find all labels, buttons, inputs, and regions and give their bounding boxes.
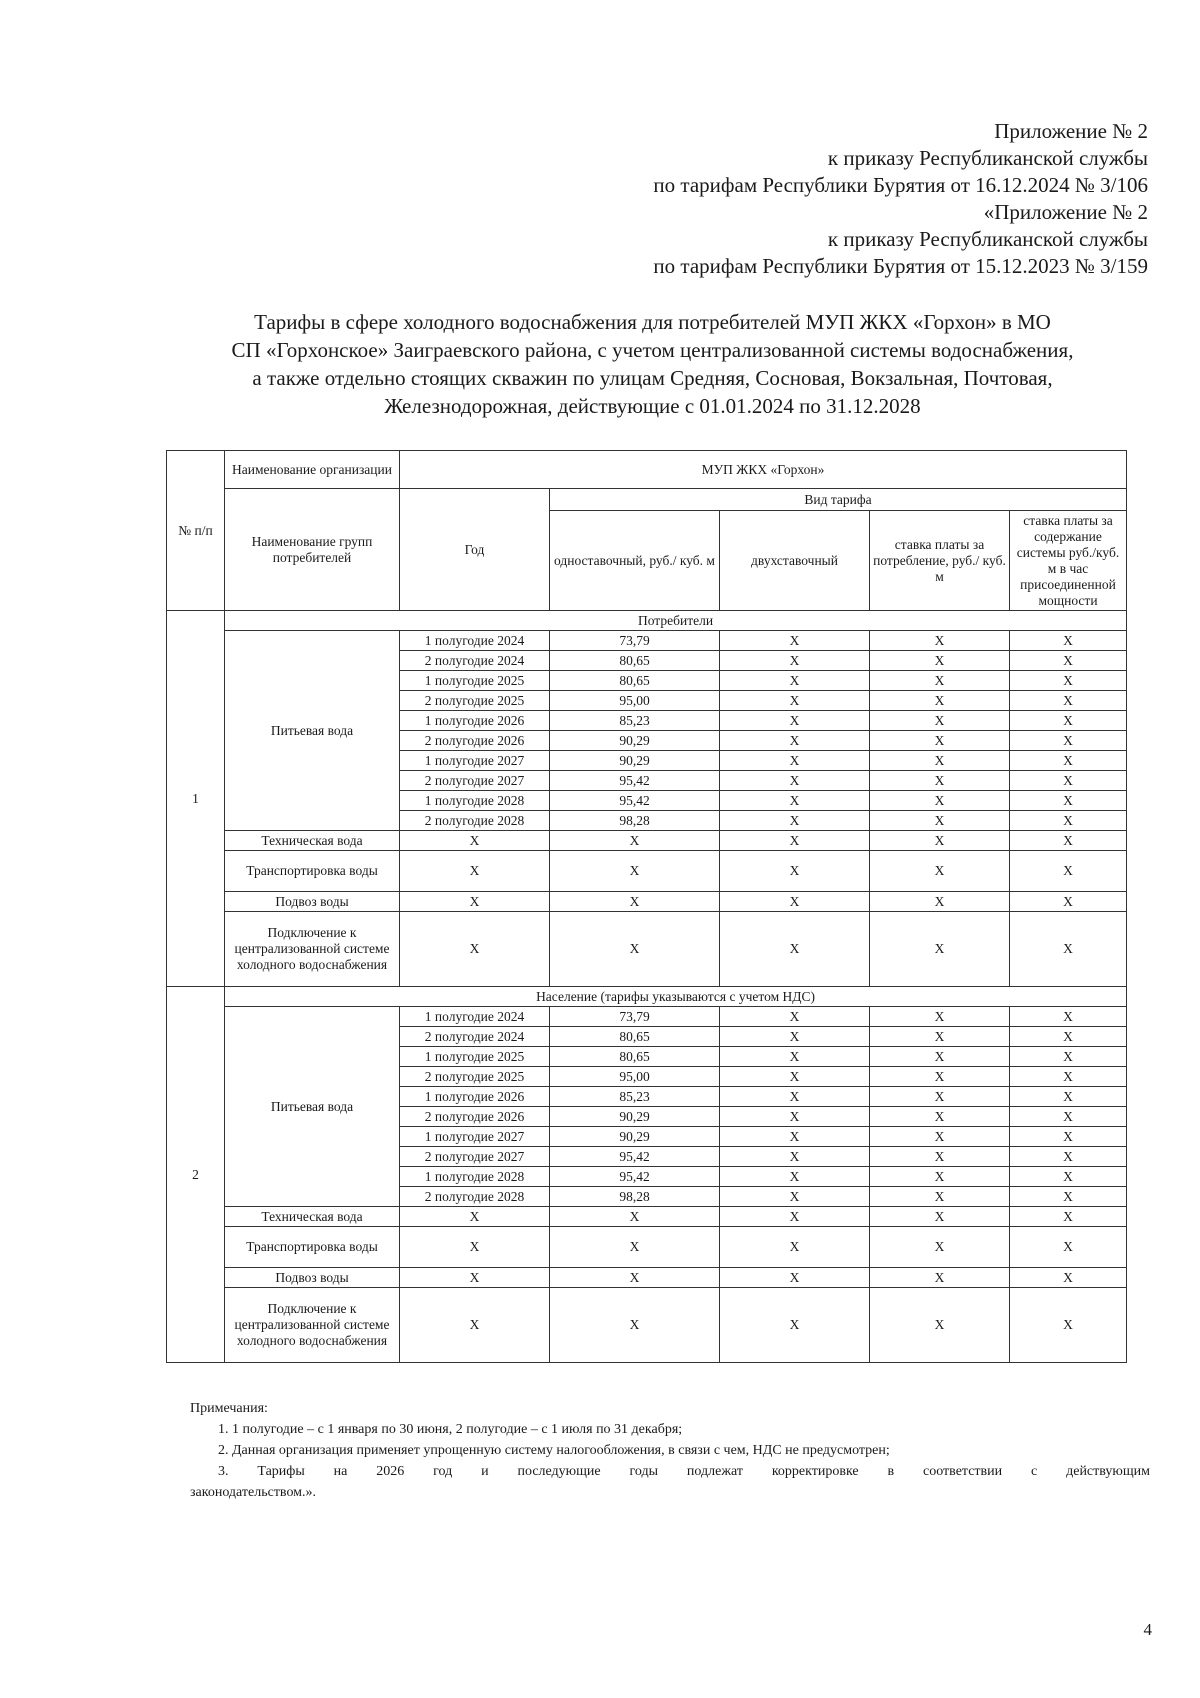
year-cell: X: [400, 831, 550, 851]
two-part-cell: X: [720, 671, 870, 691]
capacity-rate-cell: X: [1010, 1227, 1127, 1268]
period-cell: 1 полугодие 2025: [400, 1047, 550, 1067]
table-row: [167, 912, 1127, 987]
year-cell: X: [400, 1207, 550, 1227]
consumption-rate-cell: X: [870, 731, 1010, 751]
header-line: «Приложение № 2: [983, 200, 1148, 224]
capacity-rate-cell: X: [1010, 1167, 1127, 1187]
two-part-cell: X: [720, 1027, 870, 1047]
tariff-type-header: Вид тарифа: [550, 489, 1127, 511]
capacity-rate-cell: X: [1010, 791, 1127, 811]
consumption-rate-cell: X: [870, 1288, 1010, 1363]
consumption-rate-cell: X: [870, 1087, 1010, 1107]
consumption-rate-cell: X: [870, 711, 1010, 731]
consumer-group-cell: Подключение к централизованной системе холодного водоснабжения: [225, 1288, 400, 1363]
drinking-water-label: Питьевая вода: [225, 631, 400, 831]
year-cell: X: [400, 892, 550, 912]
one-part-cell: 95,00: [550, 1067, 720, 1087]
capacity-rate-cell: X: [1010, 811, 1127, 831]
year-header: Год: [400, 489, 550, 611]
consumption-rate-cell: X: [870, 651, 1010, 671]
two-part-cell: X: [720, 1207, 870, 1227]
period-cell: 2 полугодие 2025: [400, 1067, 550, 1087]
page-number: 4: [1143, 1620, 1152, 1639]
year-cell: X: [400, 1268, 550, 1288]
table-head: [167, 451, 1127, 611]
col-num-header: № п/п: [167, 451, 225, 611]
two-part-cell: X: [720, 691, 870, 711]
period-cell: 2 полугодие 2024: [400, 1027, 550, 1047]
year-cell: X: [400, 851, 550, 892]
two-part-cell: X: [720, 1187, 870, 1207]
appendix-header: [428, 118, 1148, 280]
note-item: 1. 1 полугодие – с 1 января по 30 июня, 2 полугодие – с 1 июля по 31 декабря;: [218, 1422, 683, 1437]
one-part-cell: 90,29: [550, 751, 720, 771]
consumption-rate-cell: X: [870, 1167, 1010, 1187]
two-part-cell: X: [720, 892, 870, 912]
two-part-cell: X: [720, 1107, 870, 1127]
consumer-group-cell: Транспортировка воды: [225, 1227, 400, 1268]
capacity-rate-cell: X: [1010, 671, 1127, 691]
section-title: Население (тарифы указываются с учетом НДС): [225, 987, 1127, 1007]
drinking-water-label: Питьевая вода: [225, 1007, 400, 1207]
period-cell: 1 полугодие 2028: [400, 1167, 550, 1187]
one-part-cell: X: [550, 912, 720, 987]
consumption-rate-cell: X: [870, 691, 1010, 711]
capacity-rate-cell: X: [1010, 1147, 1127, 1167]
one-part-cell: X: [550, 1207, 720, 1227]
capacity-rate-cell: X: [1010, 651, 1127, 671]
consumer-group-cell: Техническая вода: [225, 831, 400, 851]
two-part-cell: X: [720, 771, 870, 791]
two-part-header: двухставочный: [720, 511, 870, 611]
period-cell: 2 полугодие 2028: [400, 1187, 550, 1207]
header-line: по тарифам Республики Бурятия от 15.12.2023 № 3/159: [653, 254, 1148, 278]
capacity-rate-cell: X: [1010, 751, 1127, 771]
period-cell: 1 полугодие 2028: [400, 791, 550, 811]
consumption-rate-cell: X: [870, 1127, 1010, 1147]
groups-header: Наименование групп потребителей: [225, 489, 400, 611]
one-part-cell: 95,42: [550, 1147, 720, 1167]
period-cell: 2 полугодие 2025: [400, 691, 550, 711]
period-cell: 2 полугодие 2026: [400, 731, 550, 751]
two-part-cell: X: [720, 731, 870, 751]
consumer-group-cell: Подключение к централизованной системе холодного водоснабжения: [225, 912, 400, 987]
consumption-rate-cell: X: [870, 1107, 1010, 1127]
consumption-rate-cell: X: [870, 751, 1010, 771]
one-part-cell: 95,42: [550, 1167, 720, 1187]
two-part-cell: X: [720, 1047, 870, 1067]
table-row: [167, 631, 1127, 651]
consumption-rate-header: ставка платы за потребление, руб./ куб. м: [870, 511, 1010, 611]
one-part-cell: 80,65: [550, 1027, 720, 1047]
org-name-header: МУП ЖКХ «Горхон»: [400, 451, 1127, 489]
period-cell: 1 полугодие 2025: [400, 671, 550, 691]
two-part-cell: X: [720, 1007, 870, 1027]
one-part-cell: X: [550, 851, 720, 892]
consumption-rate-cell: X: [870, 831, 1010, 851]
two-part-cell: X: [720, 1087, 870, 1107]
consumption-rate-cell: X: [870, 1187, 1010, 1207]
one-part-cell: X: [550, 1288, 720, 1363]
header-line: по тарифам Республики Бурятия от 16.12.2024 № 3/106: [653, 173, 1148, 197]
consumption-rate-cell: X: [870, 892, 1010, 912]
consumption-rate-cell: X: [870, 811, 1010, 831]
table-row: [167, 851, 1127, 892]
table-row: [167, 892, 1127, 912]
one-part-cell: 90,29: [550, 1127, 720, 1147]
two-part-cell: X: [720, 1167, 870, 1187]
two-part-cell: X: [720, 711, 870, 731]
capacity-rate-cell: X: [1010, 1288, 1127, 1363]
capacity-rate-cell: X: [1010, 1047, 1127, 1067]
one-part-cell: 90,29: [550, 1107, 720, 1127]
period-cell: 1 полугодие 2024: [400, 1007, 550, 1027]
consumption-rate-cell: X: [870, 1007, 1010, 1027]
one-part-cell: 95,42: [550, 791, 720, 811]
one-part-cell: 95,42: [550, 771, 720, 791]
consumption-rate-cell: X: [870, 791, 1010, 811]
two-part-cell: X: [720, 1127, 870, 1147]
two-part-cell: X: [720, 912, 870, 987]
two-part-cell: X: [720, 1268, 870, 1288]
consumer-group-cell: Транспортировка воды: [225, 851, 400, 892]
capacity-rate-cell: X: [1010, 1268, 1127, 1288]
year-cell: X: [400, 912, 550, 987]
consumption-rate-cell: X: [870, 1067, 1010, 1087]
capacity-rate-cell: X: [1010, 912, 1127, 987]
section-number: 1: [167, 611, 225, 987]
section-title-row: [167, 611, 1127, 631]
capacity-rate-cell: X: [1010, 1207, 1127, 1227]
two-part-cell: X: [720, 791, 870, 811]
table-row: [167, 1227, 1127, 1268]
one-part-cell: X: [550, 1227, 720, 1268]
capacity-rate-cell: X: [1010, 1007, 1127, 1027]
notes: [190, 1398, 1150, 1503]
table-row: [167, 1288, 1127, 1363]
org-label-header: Наименование организации: [225, 451, 400, 489]
period-cell: 2 полугодие 2028: [400, 811, 550, 831]
period-cell: 2 полугодие 2024: [400, 651, 550, 671]
consumer-group-cell: Техническая вода: [225, 1207, 400, 1227]
one-part-cell: 95,00: [550, 691, 720, 711]
period-cell: 1 полугодие 2024: [400, 631, 550, 651]
one-part-cell: 73,79: [550, 631, 720, 651]
capacity-rate-cell: X: [1010, 1087, 1127, 1107]
table-body: [167, 611, 1127, 1363]
table-row: [167, 1268, 1127, 1288]
period-cell: 1 полугодие 2027: [400, 1127, 550, 1147]
one-part-cell: 85,23: [550, 1087, 720, 1107]
two-part-cell: X: [720, 651, 870, 671]
capacity-rate-header: ставка платы за содержание системы руб./куб. м в час присоединенной мощности: [1010, 511, 1127, 611]
one-part-cell: 73,79: [550, 1007, 720, 1027]
consumption-rate-cell: X: [870, 1147, 1010, 1167]
table-row: [167, 831, 1127, 851]
period-cell: 2 полугодие 2026: [400, 1107, 550, 1127]
document-title: [160, 308, 1145, 420]
capacity-rate-cell: X: [1010, 1107, 1127, 1127]
consumer-group-cell: Подвоз воды: [225, 1268, 400, 1288]
two-part-cell: X: [720, 751, 870, 771]
note-item: 3. Тарифы на 2026 год и последующие годы подлежат корректировке в соответствии с действующим: [218, 1464, 1150, 1479]
one-part-header: одноставочный, руб./ куб. м: [550, 511, 720, 611]
note-item-continuation: законодательством.».: [190, 1485, 317, 1500]
one-part-cell: X: [550, 892, 720, 912]
table-row: [167, 1007, 1127, 1027]
two-part-cell: X: [720, 851, 870, 892]
consumption-rate-cell: X: [870, 912, 1010, 987]
capacity-rate-cell: X: [1010, 691, 1127, 711]
one-part-cell: X: [550, 1268, 720, 1288]
header-line: к приказу Республиканской службы: [827, 146, 1148, 170]
consumption-rate-cell: X: [870, 771, 1010, 791]
two-part-cell: X: [720, 831, 870, 851]
period-cell: 1 полугодие 2027: [400, 751, 550, 771]
one-part-cell: 80,65: [550, 671, 720, 691]
consumption-rate-cell: X: [870, 1027, 1010, 1047]
one-part-cell: 80,65: [550, 651, 720, 671]
consumption-rate-cell: X: [870, 1268, 1010, 1288]
title-line: Тарифы в сфере холодного водоснабжения для потребителей МУП ЖКХ «Горхон» в МО: [254, 310, 1051, 334]
title-line: Железнодорожная, действующие с 01.01.2024 по 31.12.2028: [384, 394, 921, 418]
note-item: 2. Данная организация применяет упрощенную систему налогообложения, в связи с чем, НДС не предусмотрен;: [218, 1443, 890, 1458]
one-part-cell: 80,65: [550, 1047, 720, 1067]
two-part-cell: X: [720, 1067, 870, 1087]
two-part-cell: X: [720, 1288, 870, 1363]
one-part-cell: X: [550, 831, 720, 851]
period-cell: 1 полугодие 2026: [400, 1087, 550, 1107]
two-part-cell: X: [720, 631, 870, 651]
notes-title: Примечания:: [190, 1401, 268, 1416]
year-cell: X: [400, 1288, 550, 1363]
two-part-cell: X: [720, 1147, 870, 1167]
capacity-rate-cell: X: [1010, 731, 1127, 751]
section-title: Потребители: [225, 611, 1127, 631]
one-part-cell: 98,28: [550, 1187, 720, 1207]
consumption-rate-cell: X: [870, 1207, 1010, 1227]
one-part-cell: 90,29: [550, 731, 720, 751]
section-title-row: [167, 987, 1127, 1007]
consumption-rate-cell: X: [870, 671, 1010, 691]
capacity-rate-cell: X: [1010, 851, 1127, 892]
section-number: 2: [167, 987, 225, 1363]
capacity-rate-cell: X: [1010, 831, 1127, 851]
header-line: к приказу Республиканской службы: [827, 227, 1148, 251]
capacity-rate-cell: X: [1010, 1127, 1127, 1147]
one-part-cell: 98,28: [550, 811, 720, 831]
two-part-cell: X: [720, 1227, 870, 1268]
year-cell: X: [400, 1227, 550, 1268]
capacity-rate-cell: X: [1010, 892, 1127, 912]
one-part-cell: 85,23: [550, 711, 720, 731]
consumer-group-cell: Подвоз воды: [225, 892, 400, 912]
tariff-table: [166, 450, 1127, 1363]
capacity-rate-cell: X: [1010, 711, 1127, 731]
capacity-rate-cell: X: [1010, 1067, 1127, 1087]
consumption-rate-cell: X: [870, 1227, 1010, 1268]
consumption-rate-cell: X: [870, 631, 1010, 651]
period-cell: 1 полугодие 2026: [400, 711, 550, 731]
table-row: [167, 1207, 1127, 1227]
header-line: Приложение № 2: [994, 119, 1148, 143]
title-line: а также отдельно стоящих скважин по улицам Средняя, Сосновая, Вокзальная, Почтовая,: [252, 366, 1053, 390]
consumption-rate-cell: X: [870, 1047, 1010, 1067]
capacity-rate-cell: X: [1010, 771, 1127, 791]
period-cell: 2 полугодие 2027: [400, 771, 550, 791]
capacity-rate-cell: X: [1010, 1027, 1127, 1047]
capacity-rate-cell: X: [1010, 631, 1127, 651]
consumption-rate-cell: X: [870, 851, 1010, 892]
title-line: СП «Горхонское» Заиграевского района, с учетом централизованной системы водоснабжения,: [231, 338, 1074, 362]
period-cell: 2 полугодие 2027: [400, 1147, 550, 1167]
capacity-rate-cell: X: [1010, 1187, 1127, 1207]
two-part-cell: X: [720, 811, 870, 831]
